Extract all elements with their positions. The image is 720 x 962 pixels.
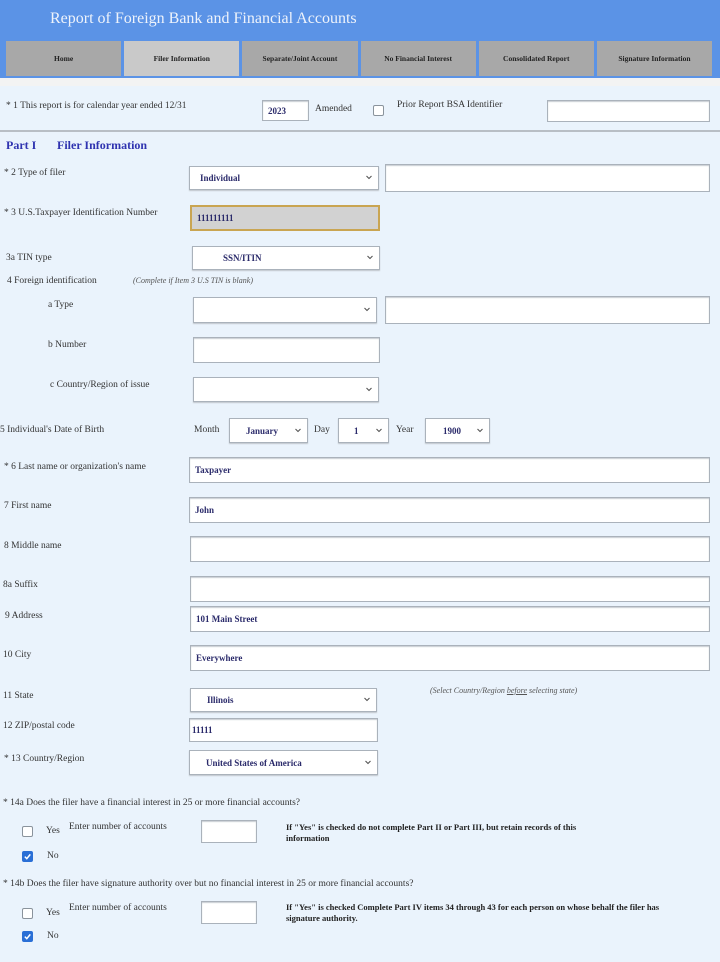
dob-day-value: 1	[354, 425, 359, 436]
q14b-question: * 14b Does the filer have signature authority over but no financial interest in 25 or more financial accounts?	[3, 879, 414, 889]
country-select[interactable]	[189, 750, 378, 775]
tab-signature-information[interactable]: Signature Information	[597, 41, 712, 76]
state-hint-text-end: selecting state)	[527, 686, 578, 695]
state-value: Illinois	[207, 695, 234, 705]
check-icon	[23, 852, 32, 861]
foreign-id-label: 4 Foreign identification	[7, 276, 97, 286]
q14b-note: If "Yes" is checked Complete Part IV items 34 through 43 for each person on whose behalf the filer has signature authority.	[286, 902, 660, 924]
part-title: Filer Information	[57, 138, 148, 152]
prior-report-label: Prior Report BSA Identifier	[397, 100, 503, 110]
section-divider	[0, 130, 720, 132]
dob-month-select[interactable]	[229, 418, 308, 443]
foreign-id-hint: (Complete if Item 3 U.S TIN is blank)	[133, 276, 253, 285]
prior-report-bsa-input[interactable]	[547, 100, 710, 122]
tab-no-financial-interest[interactable]: No Financial Interest	[361, 41, 476, 76]
app-header	[0, 0, 720, 78]
tab-bar	[6, 41, 712, 76]
address-label: 9 Address	[5, 611, 43, 621]
q14b-yes-label: Yes	[46, 908, 60, 918]
chevron-down-icon	[365, 173, 373, 181]
calendar-year-label: * 1 This report is for calendar year ended 12/31	[6, 101, 187, 111]
q14a-yes-label: Yes	[46, 826, 60, 836]
calendar-year-input[interactable]: 2023	[262, 100, 309, 121]
dob-year-select[interactable]	[425, 418, 490, 443]
tab-filer-information[interactable]: Filer Information	[124, 41, 239, 76]
amended-checkbox[interactable]	[373, 105, 384, 116]
state-label: 11 State	[3, 691, 34, 701]
dob-day-label: Day	[314, 425, 330, 435]
type-of-filer-other-input[interactable]	[385, 164, 710, 192]
last-name-input[interactable]: Taxpayer	[189, 457, 710, 483]
tab-consolidated-report[interactable]: Consolidated Report	[479, 41, 594, 76]
tab-home[interactable]: Home	[6, 41, 121, 76]
q14b-yes-checkbox[interactable]	[22, 908, 33, 919]
foreign-id-number-label: b Number	[48, 340, 87, 350]
q14a-enter-label: Enter number of accounts	[69, 822, 167, 832]
dob-day-select[interactable]	[338, 418, 389, 443]
q14b-no-checkbox[interactable]	[22, 931, 33, 942]
part-number: Part I	[6, 138, 37, 152]
first-name-input[interactable]: John	[189, 497, 710, 523]
q14a-yes-checkbox[interactable]	[22, 826, 33, 837]
q14a-question: * 14a Does the filer have a financial interest in 25 or more financial accounts?	[3, 798, 301, 808]
foreign-id-type-other-input[interactable]	[385, 296, 710, 324]
header-divider	[0, 78, 720, 86]
dob-year-value: 1900	[443, 425, 461, 436]
city-input[interactable]: Everywhere	[190, 645, 710, 671]
q14a-count-input[interactable]	[201, 820, 257, 843]
tin-type-label: 3a TIN type	[6, 253, 52, 263]
middle-name-label: 8 Middle name	[4, 541, 62, 551]
state-hint-text: (Select Country/Region	[430, 686, 507, 695]
q14a-no-checkbox[interactable]	[22, 851, 33, 862]
page-title: Report of Foreign Bank and Financial Accounts	[50, 10, 357, 27]
chevron-down-icon	[294, 426, 302, 434]
suffix-label: 8a Suffix	[3, 580, 38, 590]
zip-label: 12 ZIP/postal code	[3, 721, 75, 731]
suffix-input[interactable]	[190, 576, 710, 602]
dob-label: 5 Individual's Date of Birth	[0, 425, 105, 435]
tin-label: * 3 U.S.Taxpayer Identification Number	[4, 208, 158, 218]
dob-year-label: Year	[396, 425, 414, 435]
address-input[interactable]: 101 Main Street	[190, 606, 710, 632]
type-of-filer-label: * 2 Type of filer	[4, 168, 66, 178]
chevron-down-icon	[363, 305, 371, 313]
chevron-down-icon	[364, 758, 372, 766]
middle-name-input[interactable]	[190, 536, 710, 562]
chevron-down-icon	[363, 695, 371, 703]
check-icon	[23, 932, 32, 941]
foreign-id-type-label: a Type	[48, 300, 74, 310]
type-of-filer-value: Individual	[200, 173, 241, 183]
foreign-id-type-select[interactable]	[193, 297, 377, 323]
q14b-count-input[interactable]	[201, 901, 257, 924]
chevron-down-icon	[366, 253, 374, 261]
first-name-label: 7 First name	[4, 501, 52, 511]
country-value: United States of America	[206, 757, 302, 768]
tab-separate-joint-account[interactable]: Separate/Joint Account	[242, 41, 357, 76]
q14a-note: If "Yes" is checked do not complete Part II or Part III, but retain records of this information	[286, 822, 577, 844]
last-name-label: * 6 Last name or organization's name	[4, 462, 146, 472]
q14a-no-label: No	[47, 851, 59, 861]
tin-type-value: SSN/ITIN	[223, 253, 262, 263]
q14b-no-label: No	[47, 931, 59, 941]
country-label: * 13 Country/Region	[4, 754, 85, 764]
chevron-down-icon	[375, 426, 383, 434]
q14b-enter-label: Enter number of accounts	[69, 903, 167, 913]
foreign-id-country-label: c Country/Region of issue	[50, 380, 150, 390]
type-of-filer-select[interactable]	[189, 166, 379, 190]
foreign-id-country-select[interactable]	[193, 377, 379, 402]
dob-month-label: Month	[194, 425, 220, 435]
tin-type-select[interactable]	[192, 246, 380, 270]
state-hint	[430, 686, 577, 695]
state-select[interactable]	[190, 688, 377, 712]
dob-month-value: January	[246, 425, 279, 436]
zip-input[interactable]: 11111	[189, 718, 378, 742]
chevron-down-icon	[365, 385, 373, 393]
state-hint-emphasis: before	[506, 686, 528, 695]
foreign-id-number-input[interactable]	[193, 337, 380, 363]
amended-label: Amended	[315, 104, 352, 114]
tin-input[interactable]: 111111111	[190, 205, 380, 231]
city-label: 10 City	[3, 650, 32, 660]
chevron-down-icon	[476, 426, 484, 434]
